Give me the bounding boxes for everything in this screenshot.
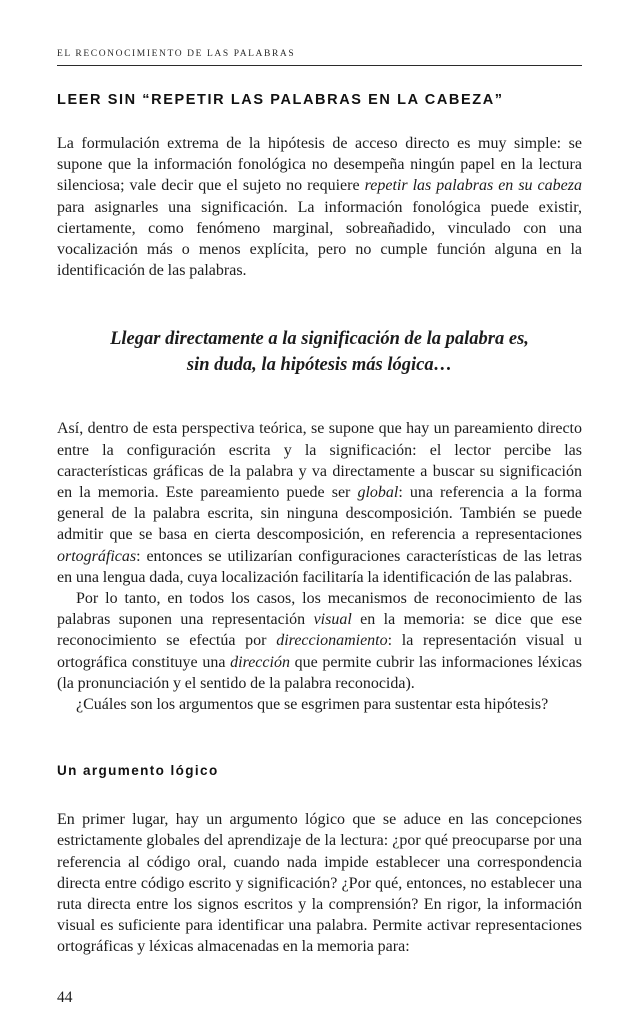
header-rule [57, 65, 582, 66]
running-header: EL RECONOCIMIENTO DE LAS PALABRAS [57, 49, 296, 59]
section-heading: LEER SIN “REPETIR LAS PALABRAS EN LA CABEZA” [57, 92, 504, 108]
paragraph-4: ¿Cuáles son los argumentos que se esgrimen para sustentar esta hipótesis? [76, 696, 549, 714]
page-header [57, 48, 582, 66]
page-number: 44 [57, 988, 73, 1006]
subsection-heading: Un argumento lógico [57, 763, 219, 779]
paragraph-3: Por lo tanto, en todos los casos, los mecanismos de reconocimiento de las palabras suponen una representación visual en la memoria: se dice que ese reconocimiento se efectúa por direccionamiento: la representación visual u ortográfica constituye una dirección que permite cubrir las informaciones léxicas (la pronunciación y el sentido de la palabra reconocida). [57, 590, 582, 692]
pull-quote [57, 326, 582, 378]
paragraph-5: En primer lugar, hay un argumento lógico que se aduce en las concepciones estrictamente globales del aprendizaje de la lectura: ¿por qué preocuparse por una referencia al código oral, cuando nada impide establecer una correspondencia directa entre código escrito y significación? ¿Por qué, entonces, no establecer una ruta directa entre los signos escritos y la comprensión? En rigor, la información visual es suficiente para identificar una palabra. Permite activar representaciones ortográficas y léxicas almacenadas en la memoria para: [57, 811, 582, 956]
pull-quote-line-2: sin duda, la hipótesis más lógica… [186, 355, 453, 376]
paragraph-2: Así, dentro de esta perspectiva teórica, se supone que hay un pareamiento directo entre la configuración escrita y la significación: el lector percibe las características gráficas de la palabra y va directamente a buscar su significación en la memoria. Este pareamiento puede ser global: una referencia a la forma general de la palabra escrita, sin ninguna descomposición. También se puede admitir que se basa en cierta descomposición, en referencia a representaciones ortográficas: entonces se utilizarían configuraciones características de las letras en una lengua dada, cuya localización facilitaría la identificación de las palabras. [57, 420, 583, 586]
paragraph-1: La formulación extrema de la hipótesis de acceso directo es muy simple: se supone que la información fonológica no desempeña ningún papel en la lectura silenciosa; vale decir que el sujeto no requiere repetir las palabras en su cabeza para asignarles una significación. La información fonológica puede existir, ciertamente, como fenómeno marginal, sobreañadido, vinculado con una vocalización más o menos explícita, pero no cumple función alguna en la identificación de las palabras. [57, 135, 582, 280]
pull-quote-line-1: Llegar directamente a la significación de la palabra es, [110, 329, 529, 350]
